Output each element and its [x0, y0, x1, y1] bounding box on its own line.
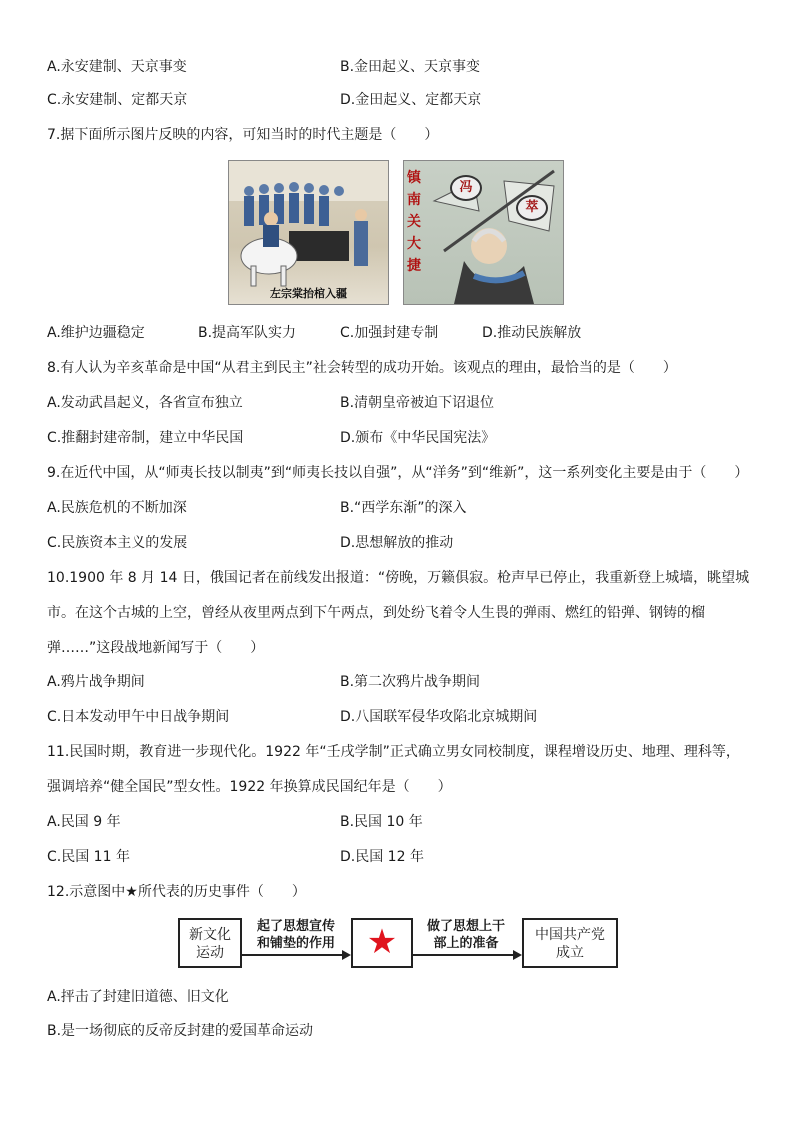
q12-box1-line1: 新文化: [189, 927, 231, 943]
q12-box-ccp-founded: [522, 918, 618, 968]
q10-option-c[interactable]: C.日本发动甲午中日战争期间: [47, 709, 230, 725]
q12-arrow2-label: [416, 918, 516, 952]
star-icon: ★: [366, 922, 398, 962]
q12-option-b[interactable]: B.是一场彻底的反帝反封建的爱国革命运动: [47, 1023, 314, 1039]
q11-stem: 11.民国时期，教育进一步现代化。1922 年“壬戌学制”正式确立男女同校制度，课程增设历史、地理、理科等，强调培养“健全国民”型女性。1922 年换算成民国纪年是（ ）: [47, 744, 740, 795]
q12-arrow2-line1: 做了思想上干: [426, 919, 505, 934]
q10-option-b[interactable]: B.第二次鸦片战争期间: [340, 674, 481, 690]
q10-option-d[interactable]: D.八国联军侵华攻陷北京城期间: [340, 709, 538, 725]
q9-stem: 9.在近代中国，从“师夷长技以制夷”到“师夷长技以自强”，从“洋务”到“维新”，这一系列变化主要是由于（ ）: [47, 465, 749, 481]
q11-option-b[interactable]: B.民国 10 年: [340, 814, 423, 830]
q6-option-b[interactable]: B.金田起义、天京事变: [340, 59, 481, 75]
q11-option-a[interactable]: A.民国 9 年: [47, 814, 121, 830]
q12-stem: 12.示意图中★所代表的历史事件（ ）: [47, 884, 306, 900]
q12-star-box: [351, 918, 413, 968]
q7-image-zuo-zongtang-illustration: [229, 161, 388, 304]
q12-box-new-culture-movement: [178, 918, 242, 968]
q12-arrow2-head: [513, 950, 522, 960]
q12-option-a[interactable]: A.抨击了封建旧道德、旧文化: [47, 989, 229, 1005]
q7-image-zhennanguan: [403, 160, 564, 305]
q10-option-a[interactable]: A.鸦片战争期间: [47, 674, 145, 690]
q11-option-c[interactable]: C.民国 11 年: [47, 849, 130, 865]
q8-option-a[interactable]: A.发动武昌起义，各省宣布独立: [47, 395, 243, 411]
q6-option-a[interactable]: A.永安建制、天京事变: [47, 59, 187, 75]
q10-stem: 10.1900 年 8 月 14 日，俄国记者在前线发出报道：“傍晚，万籁俱寂。枪声早已停止，我重新登上城墙，眺望城市。在这个古城的上空，曾经从夜里两点到下午两点，到处纷飞着令人生畏的弹雨、燃红的铅弹、钢铸的榴弹……”这段战地新闻写于（ ）: [47, 570, 750, 656]
q12-arrow2-shaft: [413, 954, 513, 956]
q12-arrow1-line2: 和铺垫的作用: [256, 936, 335, 951]
q7-image2-flag-2: 萃: [516, 195, 548, 221]
q12-arrow1-line1: 起了思想宣传: [256, 919, 335, 934]
q7-option-d[interactable]: D.推动民族解放: [482, 325, 582, 341]
q7-stem: 7.据下面所示图片反映的内容，可知当时的时代主题是（ ）: [47, 127, 439, 143]
q8-option-b[interactable]: B.清朝皇帝被迫下诏退位: [340, 395, 495, 411]
q7-option-a[interactable]: A.维护边疆稳定: [47, 325, 145, 341]
q7-option-c[interactable]: C.加强封建专制: [340, 325, 439, 341]
q9-option-d[interactable]: D.思想解放的推动: [340, 535, 454, 551]
q11-option-d[interactable]: D.民国 12 年: [340, 849, 424, 865]
q9-option-b[interactable]: B.“西学东渐”的深入: [340, 500, 467, 516]
q12-arrow1-label: [245, 918, 347, 952]
q12-arrow1-head: [342, 950, 351, 960]
q12-box1-line2: 运动: [196, 945, 224, 961]
q7-image2-flag-1: 冯: [450, 175, 482, 201]
q7-image-zuo-zongtang: [228, 160, 389, 305]
q8-option-c[interactable]: C.推翻封建帝制，建立中华民国: [47, 430, 244, 446]
q6-option-d[interactable]: D.金田起义、定都天京: [340, 92, 482, 108]
q7-image1-caption: 左宗棠抬棺入疆: [270, 287, 347, 300]
q12-arrow1-shaft: [242, 954, 342, 956]
q6-option-c[interactable]: C.永安建制、定都天京: [47, 92, 188, 108]
q7-image2-vertical-text: 镇南关大捷: [407, 170, 421, 274]
q12-box2-line2: 成立: [556, 945, 584, 961]
q9-option-c[interactable]: C.民族资本主义的发展: [47, 535, 188, 551]
q12-box2-line1: 中国共产党: [535, 927, 605, 943]
q12-arrow2-line2: 部上的准备: [433, 936, 499, 951]
q8-option-d[interactable]: D.颁布《中华民国宪法》: [340, 430, 496, 446]
q7-image-zhennanguan-illustration: [404, 161, 563, 304]
q9-option-a[interactable]: A.民族危机的不断加深: [47, 500, 187, 516]
q8-stem: 8.有人认为辛亥革命是中国“从君主到民主”社会转型的成功开始。该观点的理由，最恰当的是（ ）: [47, 360, 677, 376]
q7-option-b[interactable]: B.提高军队实力: [198, 325, 297, 341]
